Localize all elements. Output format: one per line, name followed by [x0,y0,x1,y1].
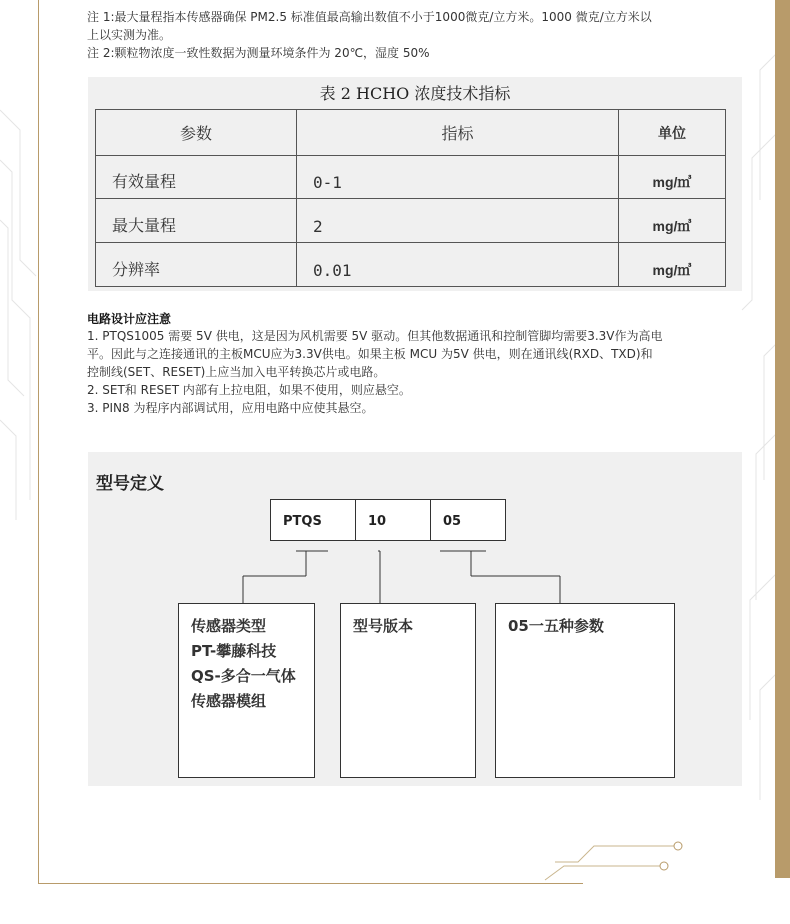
row-unit: mg/㎥ [619,156,726,199]
table-row [96,156,726,199]
box-line: QS-多合一气体 [191,667,296,685]
note-1-line-2: 上以实测为准。 [87,28,172,42]
header-value: 指标 [297,110,619,156]
box-sensor-type [178,603,315,778]
box-line: 传感器模组 [191,692,267,710]
circuit-notes-body [87,327,742,417]
row-param: 分辨率 [96,243,297,287]
box-line: 型号版本 [353,617,414,635]
circuit-note-line: 控制线(SET、RESET)上应当加入电平转换芯片或电路。 [87,365,386,379]
row-param: 有效量程 [96,156,297,199]
table-header-row [96,110,726,156]
circuit-note-line: 1. PTQS1005 需要 5V 供电，这是因为风机需要 5V 驱动。但其他数据通讯和控制管脚均需要3.3V作为高电 [87,329,663,343]
box-line: PT-攀藤科技 [191,642,277,660]
box-model-version [340,603,476,778]
row-unit: mg/㎥ [619,243,726,287]
row-param: 最大量程 [96,199,297,243]
note-1-line-1: 注 1:最大量程指本传感器确保 PM2.5 标准值最高输出数值不小于1000微克/立方米。1000 微克/立方米以 [87,10,652,24]
circuit-note-line: 平。因此与之连接通讯的主板MCU应为3.3V供电。如果主板 MCU 为5V 供电，则在通讯线(RXD、TXD)和 [87,347,653,361]
hcho-spec-table [95,109,726,287]
model-definition-diagram [88,452,742,786]
table-title: 表 2 HCHO 浓度技术指标 [319,84,511,103]
note-1 [87,8,742,44]
segment-version: 10 [355,499,431,541]
circuit-note-line: 2. SET和 RESET 内部有上拉电阻，如果不使用，则应悬空。 [87,383,411,397]
row-unit: mg/㎥ [619,199,726,243]
circuit-note-line: 3. PIN8 为程序内部调试用，应用电路中应使其悬空。 [87,401,374,415]
box-parameters [495,603,675,778]
box-line: 05一五种参数 [508,617,604,635]
table-row [96,199,726,243]
header-param: 参数 [96,110,297,156]
trace-node-icon [674,842,682,850]
hcho-table-panel [88,77,742,291]
note-2: 注 2:颗粒物浓度一致性数据为测量环境条件为 20℃，湿度 50% [87,46,430,60]
row-value: 2 [297,199,619,243]
table-row [96,243,726,287]
segment-params: 05 [430,499,506,541]
trace-node-icon [660,862,668,870]
header-unit: 单位 [619,110,726,156]
row-value: 0.01 [297,243,619,287]
row-value: 0-1 [297,156,619,199]
model-definition-title: 型号定义 [96,474,164,494]
frame-bottom-border [38,883,583,884]
frame-left-border [38,0,39,884]
segment-brand: PTQS [270,499,356,541]
circuit-notes-title: 电路设计应注意 [87,312,172,326]
frame-right-bar [775,0,790,878]
box-line: 传感器类型 [191,617,267,635]
